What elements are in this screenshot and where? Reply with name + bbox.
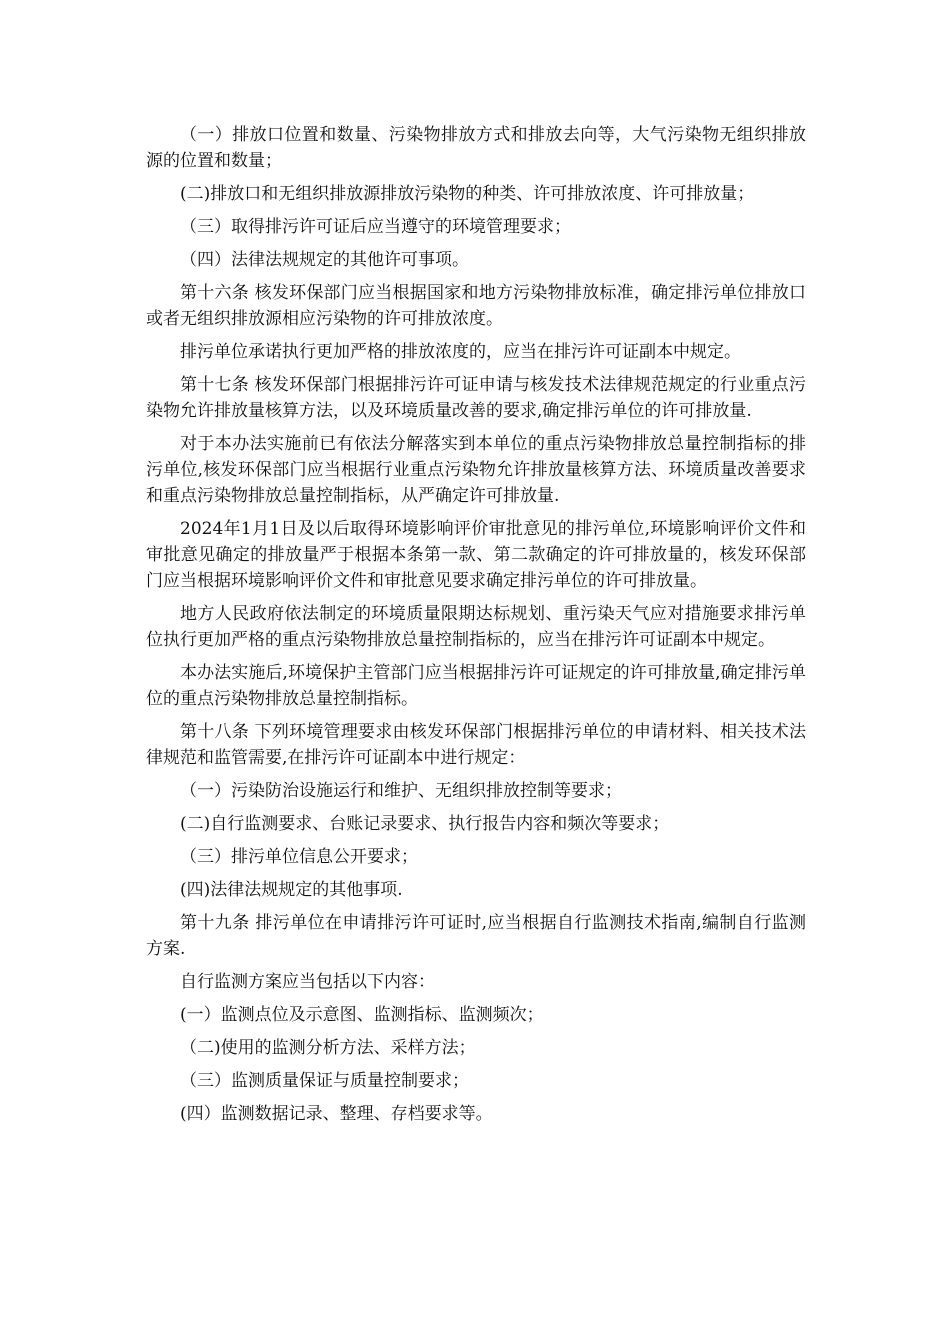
paragraph-item-1-3: （三）取得排污许可证后应当遵守的环境管理要求； [180,217,571,237]
article-16: 第十六条 核发环保部门应当根据国家和地方污染物排放标准，确定排污单位排放口或者无组织排放源相应污染物的许可排放浓度。 [146,283,806,329]
paragraph-item-1-2: (二)排放口和无组织排放源排放污染物的种类、许可排放浓度、许可排放量； [180,184,755,204]
article-19-para-2: 自行监测方案应当包括以下内容： [180,972,435,992]
article-18-item-2: (二)自行监测要求、台账记录要求、执行报告内容和频次等要求； [180,814,670,834]
article-19-item-3: （三）监测质量保证与质量控制要求； [180,1071,469,1091]
paragraph-item-1-1: （一）排放口位置和数量、污染物排放方式和排放去向等，大气污染物无组织排放源的位置和数量； [146,125,806,171]
article-17-para-5: 本办法实施后,环境保护主管部门应当根据排污许可证规定的许可排放量,确定排污单位的重点污染物排放总量控制指标。 [146,663,806,709]
article-16-para-2: 排污单位承诺执行更加严格的排放浓度的，应当在排污许可证副本中规定。 [180,342,741,362]
article-18-item-4: (四)法律法规规定的其他事项. [180,880,403,900]
article-18-item-1: （一）污染防治设施运行和维护、无组织排放控制等要求； [180,781,622,801]
document-page [146,122,806,1134]
article-17: 第十七条 核发环保部门根据排污许可证申请与核发技术法律规范规定的行业重点污染物允许排放量核算方法，以及环境质量改善的要求,确定排污单位的许可排放量. [146,375,806,421]
article-19: 第十九条 排污单位在申请排污许可证时,应当根据自行监测技术指南,编制自行监测方案. [146,913,806,959]
article-17-para-2: 对于本办法实施前已有依法分解落实到本单位的重点污染物排放总量控制指标的排污单位,核发环保部门应当根据行业重点污染物允许排放量核算方法、环境质量改善要求和重点污染物排放总量控制指标，从严确定许可排放量. [146,434,806,506]
article-17-para-3: 2024年1月1日及以后取得环境影响评价审批意见的排污单位,环境影响评价文件和审批意见确定的排放量严于根据本条第一款、第二款确定的许可排放量的，核发环保部门应当根据环境影响评价文件和审批意见要求确定排污单位的许可排放量。 [146,519,806,591]
article-18: 第十八条 下列环境管理要求由核发环保部门根据排污单位的申请材料、相关技术法律规范和监管需要,在排污许可证副本中进行规定： [146,722,806,768]
article-19-item-2: （二)使用的监测分析方法、采样方法； [180,1038,476,1058]
article-17-para-4: 地方人民政府依法制定的环境质量限期达标规划、重污染天气应对措施要求排污单位执行更加严格的重点污染物排放总量控制指标的，应当在排污许可证副本中规定。 [146,604,806,650]
article-19-item-1: (一）监测点位及示意图、监测指标、监测频次； [180,1005,544,1025]
paragraph-item-1-4: （四）法律法规规定的其他许可事项。 [180,250,469,270]
article-19-item-4: (四）监测数据记录、整理、存档要求等。 [180,1104,493,1124]
article-18-item-3: （三）排污单位信息公开要求； [180,847,418,867]
